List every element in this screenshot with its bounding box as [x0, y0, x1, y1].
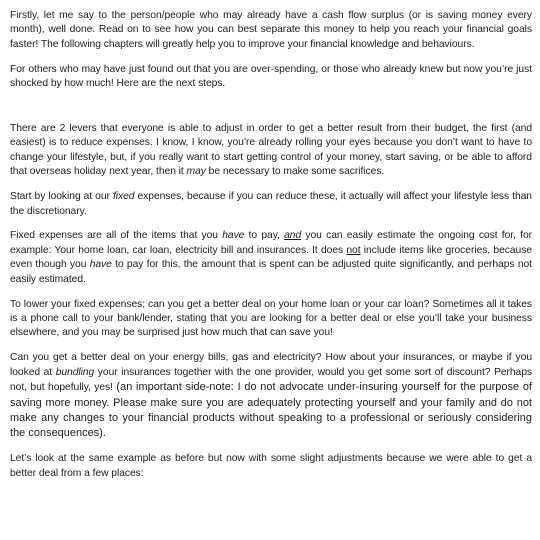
document-page — [10, 9, 532, 492]
paragraph-fixed-expenses-start — [10, 190, 532, 219]
definition-text-d: include items like groceries, because even though you — [10, 244, 532, 271]
energy-text-a: Can you get a better deal on your energy bills, gas and electricity? How about your insurances, or maybe if you looked at — [10, 352, 532, 378]
emphasis-have-2: have — [89, 259, 112, 271]
paragraph-fixed-expenses-definition — [10, 229, 532, 287]
paragraph-lower-fixed-expenses: To lower your fixed expenses; can you get a better deal on your home loan or your car loan? Sometimes all it takes is a phone call to your bank/lender, stating that you are looking for a better deal or else you’ll take your business elsewhere, and you may be surprised just how much that can save you! — [10, 298, 532, 339]
paragraph-two-levers — [10, 122, 532, 180]
definition-text-b: to pay, — [244, 230, 285, 242]
underline-not: not — [346, 244, 361, 256]
two-levers-text: There are 2 levers that everyone is able to adjust in order to get a better result from their budget, the first (and easiest) is to reduce expenses. I know, I know, you’re already rolling your eyes because you don’t want to have to change your lifestyle, but, if you really want to start getting control of your money, start saving, or be able to afford that overseas holiday next year, then it — [10, 123, 532, 178]
emphasis-have: have — [222, 230, 245, 242]
paragraph-gap — [10, 102, 532, 122]
fixed-start-text: Start by looking at our — [10, 191, 113, 203]
fixed-start-text-end: expenses, because if you can reduce these, it actually will affect your lifestyle less than the discretionary. — [10, 191, 532, 217]
definition-text-a: Fixed expenses are all of the items that you — [10, 230, 223, 242]
two-levers-text-end: be necessary to make some sacrifices. — [205, 166, 385, 178]
definition-text-e: to pay for this, the amount that is spent can be adjusted quite significantly, and perhaps not easily estimated. — [10, 259, 532, 285]
side-note: (an important side-note: I do not advocate under-insuring yourself for the purpose of saving more money. Please make sure you are adequately protecting yourself and your family and do not make any changes to your financial products without speaking to a professional or seriously considering the consequences). — [10, 381, 532, 440]
paragraph-cash-flow-surplus: Firstly, let me say to the person/people who may already have a cash flow surplus (or is saving money every month), well done. Read on to see how you can best separate this money to help you reach your financial goals faster! The following chapters will greatly help you to improve your financial knowledge and behaviours. — [10, 10, 532, 50]
paragraph-over-spending: For others who may have just found out that you are over-spending, or those who already knew but now you’re just shocked by how much! Here are the next steps. — [10, 63, 532, 90]
paragraph-same-example: Let’s look at the same example as before but now with some slight adjustments because we were able to get a better deal from a few places: — [10, 453, 532, 479]
definition-text-c: you can easily estimate the ongoing cost for, for example: Your home loan, car loan, electricity bill and insurances. It does — [10, 230, 532, 256]
emphasis-bundling: bundling — [55, 366, 95, 378]
emphasis-and: and — [284, 230, 302, 242]
emphasis-may: may — [186, 166, 206, 178]
emphasis-fixed: fixed — [112, 191, 135, 203]
paragraph-energy-bills — [10, 351, 532, 441]
energy-text-b: your insurances together with the one provider, would you get some sort of discount? Perhaps not, but hopefully, yes! — [10, 366, 533, 394]
